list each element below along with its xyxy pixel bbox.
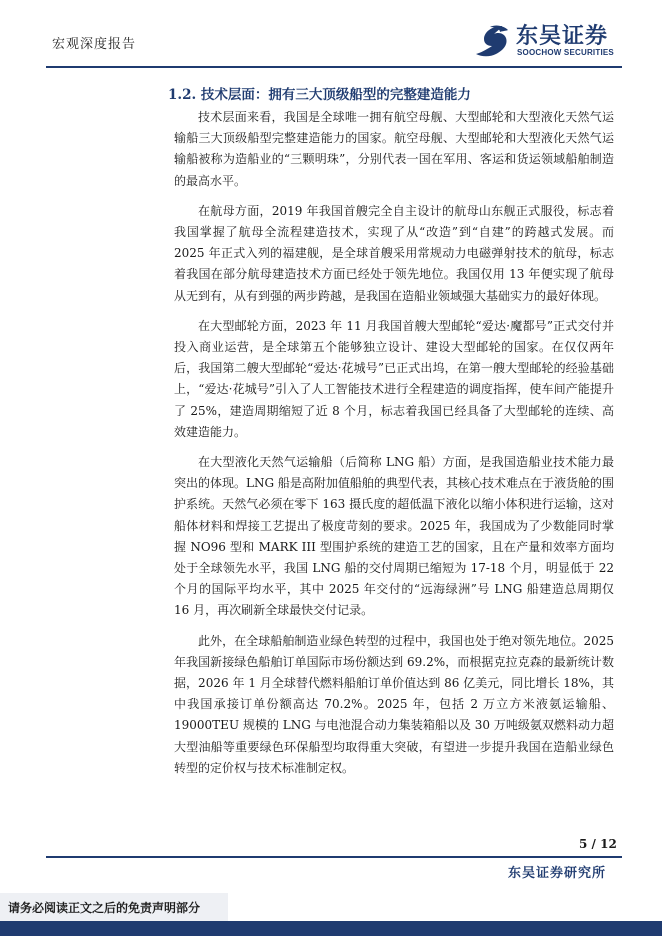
paragraph-green-transition: 此外，在全球船舶制造业绿色转型的过程中，我国也处于绝对领先地位。2025 年我国新接绿色船舶订单国际市场份额达到 69.2%，而根据克拉克森的最新统计数据，2026 年 1 月全球替代燃料船舶订单价值达到 86 亿美元，同比增长 18%，其中我国承接订单份额高达 70.2%。2025 年，包括 2 万立方米液氨运输船、19000TEU 规模的 LNG 与电池混合动力集装箱船以及 30 万吨级氨双燃料动力超大型油船等重要绿色环保船型均取得重大突破，有望进一步提升我国在造船业绿色转型的定价权与技术标准制定权。 <box>174 633 614 775</box>
header-divider <box>46 66 622 68</box>
footer-divider <box>46 856 622 858</box>
soochow-logo <box>472 18 622 62</box>
section-heading: 1.2. 技术层面：拥有三大顶级船型的完整建造能力 <box>168 87 471 103</box>
page-number: 5 / 12 <box>579 837 617 851</box>
footer-band <box>0 921 662 936</box>
logo-english-name: SOOCHOW SECURITIES <box>517 48 614 57</box>
disclaimer-text: 请务必阅读正文之后的免责声明部分 <box>8 901 201 915</box>
paragraph-overview: 技术层面来看，我国是全球唯一拥有航空母舰、大型邮轮和大型液化天然气运输船三大顶级船型完整建造能力的国家。航空母舰、大型邮轮和大型液化天然气运输船被称为造船业的“三颗明珠”，分别代表一国在军用、客运和货运领域船舶制造的最高水平。 <box>174 110 614 188</box>
paragraph-cruise-ship: 在大型邮轮方面，2023 年 11 月我国首艘大型邮轮“爱达·魔都号”正式交付并投入商业运营，是全球第五个能够独立设计、建设大型邮轮的国家。在仅仅两年后，我国第二艘大型邮轮“爱达·花城号”已正式出坞，在第一艘大型邮轮的经验基础上，“爱达·花城号”引入了人工智能技术进行全程建造的调度指挥，使车间产能提升了 25%，建造周期缩短了近 8 个月，标志着我国已经具备了大型邮轮的连续、高效建造能力。 <box>174 318 614 439</box>
disclaimer-banner <box>0 893 228 921</box>
research-institute-name: 东吴证券研究所 <box>508 866 607 881</box>
soochow-logo-icon <box>472 20 512 60</box>
paragraph-aircraft-carrier: 在航母方面，2019 年我国首艘完全自主设计的航母山东舰正式服役，标志着我国掌握了航母全流程建造技术，实现了从“改造”到“自建”的跨越式发展。而 2025 年正式入列的福建舰，是全球首艘采用常规动力电磁弹射技术的航母，标志着我国在部分航母建造技术方面已经处于领先地位。我国仅用 13 年便实现了航母从无到有，从有到强的两步跨越，是我国在造船业领域强大基础实力的最好体现。 <box>174 203 614 303</box>
report-type-label: 宏观深度报告 <box>52 37 137 52</box>
body-text <box>174 107 614 788</box>
logo-chinese-name: 东吴证券 <box>516 24 609 49</box>
paragraph-lng-carrier: 在大型液化天然气运输船（后简称 LNG 船）方面，是我国造船业技术能力最突出的体现。LNG 船是高附加值船舶的典型代表，其核心技术难点在于液货舱的围护系统。天然气必须在零下 163 摄氏度的超低温下液化以缩小体积进行运输，这对船体材料和焊接工艺提出了极度苛刻的要求。2025 年，我国成为了少数能同时掌握 NO96 型和 MARK III 型围护系统的建造工艺的国家，且在产量和效率方面均处于全球领先水平，我国 LNG 船的交付周期已缩短为 17-18 个月，明显低于 22 个月的国际平均水平，其中 2025 年交付的“远海绿洲”号 LNG 船建造总周期仅 16 月，再次刷新全球最快交付记录。 <box>174 455 614 618</box>
